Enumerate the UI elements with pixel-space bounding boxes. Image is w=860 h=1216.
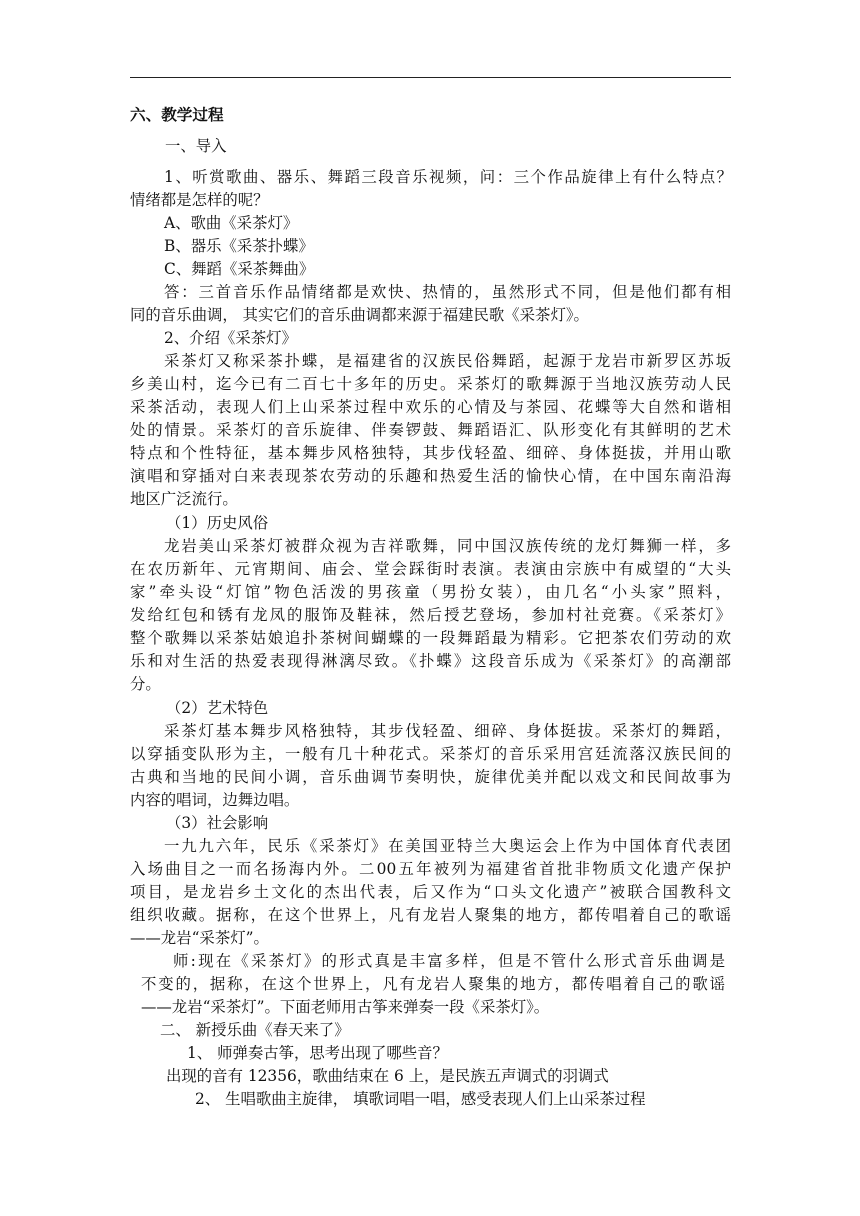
text-line: 采茶灯又称采茶扑蝶，是福建省的汉族民俗舞蹈，起源于龙岩市新罗区苏坂: [164, 352, 731, 370]
text-line: 发给红包和锈有龙凤的服饰及鞋袜，然后授艺登场，参加村社竞赛。《采茶灯》: [130, 606, 731, 624]
text-line: 入场曲目之一而名扬海内外。二00五年被列为福建省首批非物质文化遗产保护: [130, 860, 731, 878]
text-line: 2、 生唱歌曲主旋律， 填歌词唱一唱，感受表现人们上山采茶过程: [195, 1090, 646, 1108]
text-line: 一九九六年，民乐《采茶灯》在美国亚特兰大奥运会上作为中国体育代表团: [164, 837, 731, 855]
subsection-heading: 一、导入: [165, 137, 227, 155]
text-line: 内容的唱词，边舞边唱。: [130, 791, 300, 809]
header-rule: [130, 77, 731, 78]
section-heading: 六、教学过程: [130, 106, 224, 124]
text-line: 乡美山村，迄今已有二百七十多年的历史。采茶灯的歌舞源于当地汉族劳动人民: [130, 375, 731, 393]
text-line: 不变的，据称，在这个世界上，凡有龙岩人聚集的地方，都传唱着自己的歌谣: [141, 975, 725, 993]
text-line: 采茶灯基本舞步风格独特，其步伐轻盈、细碎、身体挺拔。采茶灯的舞蹈，: [164, 722, 731, 740]
text-line: 整个歌舞以采茶姑娘追扑茶树间蝴蝶的一段舞蹈最为精彩。它把茶农们劳动的欢: [130, 629, 731, 647]
text-line: ——龙岩“采茶灯”。下面老师用古筝来弹奏一段《采茶灯》。: [141, 998, 550, 1016]
text-line: 情绪都是怎样的呢？: [130, 191, 269, 209]
text-line: 项目，是龙岩乡土文化的杰出代表，后又作为“口头文化遗产”被联合国教科文: [130, 883, 731, 901]
text-line: 组织收藏。据称，在这个世界上，凡有龙岩人聚集的地方，都传唱着自己的歌谣: [130, 906, 731, 924]
text-line: 同的音乐曲调， 其实它们的音乐曲调都来源于福建民歌《采茶灯》。: [130, 306, 589, 324]
text-line: 特点和个性特征，基本舞步风格独特，其步伐轻盈、细碎、身体挺拔，并用山歌: [130, 444, 731, 462]
text-line: 1、听赏歌曲、器乐、舞蹈三段音乐视频，问：三个作品旋律上有什么特点？: [164, 168, 732, 186]
text-line: 演唱和穿插对白来表现茶农劳动的乐趣和热爱生活的愉快心情，在中国东南沿海: [130, 467, 731, 485]
text-line: 乐和对生活的热爱表现得淋漓尽致。《扑蝶》这段音乐成为《采茶灯》的高潮部: [130, 652, 731, 670]
text-line: 在农历新年、元宵期间、庙会、堂会踩街时表演。表演由宗族中有威望的“大头: [130, 560, 731, 578]
text-line: 家”牵头设“灯馆”物色活泼的男孩童（男扮女装），由几名“小头家”照料，: [130, 583, 731, 601]
text-line: 地区广泛流行。: [130, 490, 238, 508]
text-line: 分。: [130, 675, 161, 693]
text-line: 处的情景。采茶灯的音乐旋律、伴奏锣鼓、舞蹈语汇、队形变化有其鲜明的艺术: [130, 421, 731, 439]
text-line: 1、 师弹奏古筝，思考出现了哪些音？: [187, 1044, 448, 1062]
text-line: 龙岩美山采茶灯被群众视为吉祥歌舞，同中国汉族传统的龙灯舞狮一样，多: [164, 537, 731, 555]
text-line: 采茶活动，表现人们上山采茶过程中欢乐的心情及与茶园、花蝶等大自然和谐相: [130, 398, 731, 416]
text-line: 古典和当地的民间小调，音乐曲调节奏明快，旋律优美并配以戏文和民间故事为: [130, 768, 731, 786]
text-line: 出现的音有 12356，歌曲结束在 6 上，是民族五声调式的羽调式: [166, 1067, 609, 1085]
text-line: 答：三首音乐作品情绪都是欢快、热情的，虽然形式不同，但是他们都有相: [164, 283, 731, 301]
subsection-heading: （2）艺术特色: [166, 699, 269, 717]
text-line: A、歌曲《采茶灯》: [164, 214, 299, 232]
text-line: 2、介绍《采茶灯》: [164, 329, 297, 347]
text-line: 师:现在《采茶灯》的形式真是丰富多样，但是不管什么形式音乐曲调是: [173, 952, 725, 970]
text-line: C、舞蹈《采茶舞曲》: [164, 260, 315, 278]
subsection-heading: （1）历史风俗: [166, 514, 269, 532]
section-heading: 二、 新授乐曲《春天来了》: [160, 1021, 350, 1039]
text-line: ——龙岩“采茶灯”。: [130, 929, 269, 947]
text-line: 以穿插变队形为主，一般有几十种花式。采茶灯的音乐采用宫廷流落汉族民间的: [130, 745, 731, 763]
subsection-heading: （3）社会影响: [166, 814, 269, 832]
text-line: B、器乐《采茶扑蝶》: [164, 237, 314, 255]
